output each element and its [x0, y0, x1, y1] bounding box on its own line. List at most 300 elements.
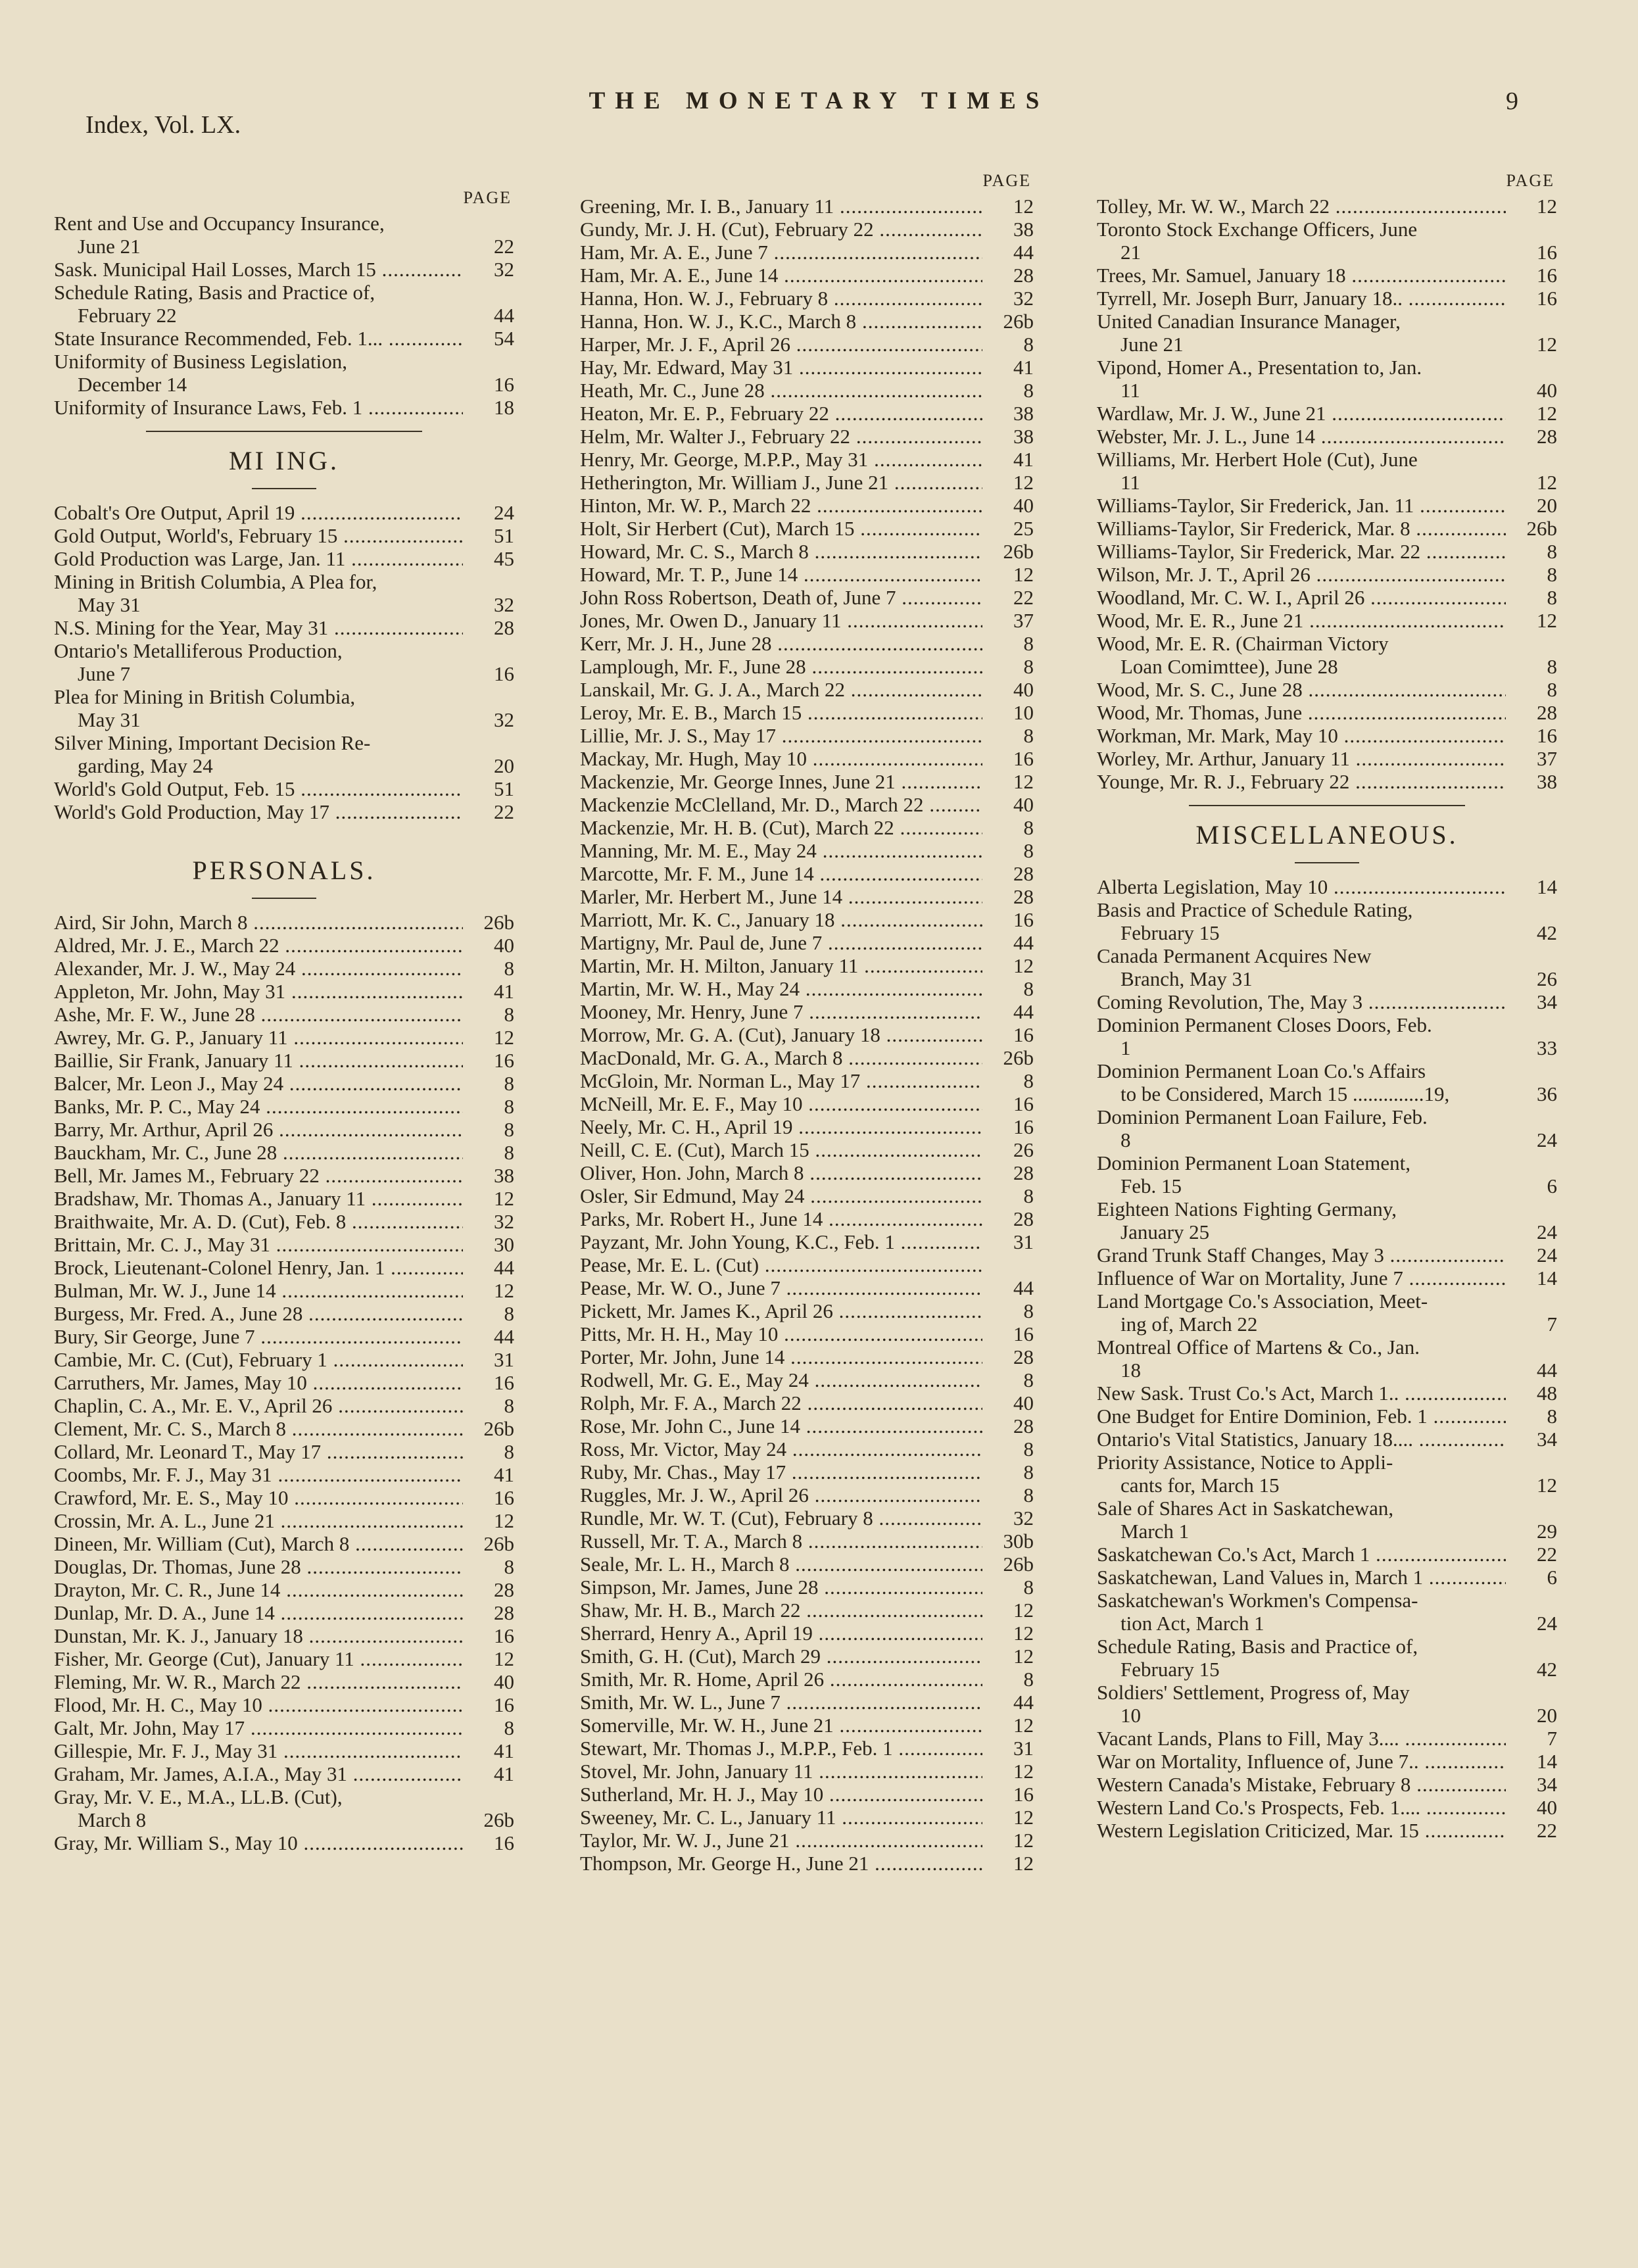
- index-entry-title: Smith, G. H. (Cut), March 29: [580, 1645, 821, 1668]
- index-entry-page: 8: [1023, 1069, 1034, 1092]
- index-entry: [54, 212, 514, 258]
- index-entry-text: [54, 1210, 463, 1233]
- index-entry-text: [580, 1276, 982, 1299]
- index-entry-title: Bulman, Mr. W. J., June 14: [54, 1279, 276, 1302]
- index-entry: [54, 1210, 514, 1233]
- index-entry-continuation: 10: [1120, 1704, 1141, 1727]
- index-entry-text: [580, 1576, 982, 1599]
- index-entry-text: [54, 547, 463, 570]
- index-entry-page: 12: [1013, 195, 1034, 218]
- index-entry-page: 42: [1537, 921, 1557, 944]
- index-entry-page: 26b: [483, 1532, 514, 1555]
- index-entry-page: 40: [494, 1670, 514, 1693]
- column-2: [580, 167, 1034, 1875]
- index-entry: [1097, 310, 1557, 356]
- index-entry: [580, 862, 1034, 885]
- index-entry-title: Cobalt's Ore Output, April 19: [54, 501, 295, 524]
- index-entry-page: 25: [1013, 517, 1034, 540]
- index-entry-title: Eighteen Nations Fighting Germany,: [1097, 1197, 1397, 1220]
- index-entry-text: [1097, 287, 1506, 310]
- index-entry-page: 8: [504, 1072, 514, 1095]
- index-entry-title: Wilson, Mr. J. T., April 26: [1097, 563, 1311, 586]
- index-entry-text: [580, 701, 982, 724]
- index-entry-title: Webster, Mr. J. L., June 14: [1097, 425, 1316, 448]
- index-entry-text: [580, 1368, 982, 1391]
- index-entry-text: [580, 310, 982, 333]
- index-entry: [1097, 402, 1557, 425]
- index-entry-text: [580, 977, 982, 1000]
- index-entry-page: 37: [1013, 609, 1034, 632]
- index-entry-page: 38: [1013, 218, 1034, 241]
- index-entry-text: [54, 1003, 463, 1026]
- index-entry-continuation: March 8: [78, 1808, 147, 1831]
- index-entry: [580, 931, 1034, 954]
- index-entry-text: [580, 448, 982, 471]
- index-entry: [580, 1714, 1034, 1737]
- index-entry: [54, 1302, 514, 1325]
- index-entry: [580, 701, 1034, 724]
- index-entry: [580, 1460, 1034, 1484]
- index-entry-page: 32: [494, 258, 514, 281]
- index-entry-text: [54, 1578, 463, 1601]
- index-entry-page: 41: [1013, 356, 1034, 379]
- index-entry-text: [580, 1046, 982, 1069]
- index-entry-page: 34: [1537, 1773, 1557, 1796]
- index-entry-page: 33: [1537, 1036, 1557, 1059]
- index-entry-title: Wardlaw, Mr. J. W., June 21: [1097, 402, 1326, 425]
- index-entry-text: [54, 501, 463, 524]
- index-entry-continuation: ing of, March 22: [1120, 1313, 1258, 1336]
- index-entry-text: [1097, 1428, 1506, 1451]
- index-entry-text: [54, 934, 463, 957]
- index-entry-page: 16: [494, 1049, 514, 1072]
- index-entry-text: [54, 1348, 463, 1371]
- index-entry: [580, 1760, 1034, 1783]
- index-entry-text: [580, 1299, 982, 1322]
- index-entry-text: [580, 517, 982, 540]
- index-entry-title: Stewart, Mr. Thomas J., M.P.P., Feb. 1: [580, 1737, 893, 1760]
- index-entry-title: Awrey, Mr. G. P., January 11: [54, 1026, 288, 1049]
- index-entry-title: Heaton, Mr. E. P., February 22: [580, 402, 829, 425]
- index-entry-text: [580, 264, 982, 287]
- index-entry-page: 51: [494, 524, 514, 547]
- index-entry: [580, 816, 1034, 839]
- index-entry-title: Alberta Legislation, May 10: [1097, 875, 1328, 898]
- index-entry: [54, 1624, 514, 1647]
- index-entry-text: [1097, 310, 1506, 356]
- index-entry: [54, 1095, 514, 1118]
- index-entry: [1097, 356, 1557, 402]
- index-entry-page: 12: [1537, 471, 1557, 494]
- index-entry-page: 12: [1013, 1622, 1034, 1645]
- index-entry-page: 12: [1013, 1645, 1034, 1668]
- index-entry-page: 20: [494, 754, 514, 777]
- index-entry-page: 8: [1023, 1184, 1034, 1207]
- index-entry-page: 8: [1023, 1460, 1034, 1484]
- index-entry-title: Soldiers' Settlement, Progress of, May: [1097, 1681, 1410, 1704]
- index-entry-page: 28: [1013, 1161, 1034, 1184]
- index-entry: [54, 1509, 514, 1532]
- index-entry-title: Seale, Mr. L. H., March 8: [580, 1553, 790, 1576]
- index-entry-title: Western Legislation Criticized, Mar. 15: [1097, 1819, 1419, 1842]
- index-entry-title: N.S. Mining for the Year, May 31: [54, 616, 329, 639]
- index-entry-page: 24: [1537, 1128, 1557, 1151]
- index-entry-page: 41: [494, 980, 514, 1003]
- index-entry-title: Balcer, Mr. Leon J., May 24: [54, 1072, 284, 1095]
- index-entry-title: War on Mortality, Influence of, June 7..: [1097, 1750, 1419, 1773]
- index-entry: [54, 1670, 514, 1693]
- index-entry-text: [54, 777, 463, 800]
- section-divider: [252, 898, 316, 899]
- index-entry-text: [1097, 1243, 1506, 1267]
- index-entry-text: [1097, 1290, 1506, 1336]
- index-entry: [54, 1716, 514, 1739]
- index-entry-page: 38: [1013, 425, 1034, 448]
- index-entry-text: [580, 747, 982, 770]
- index-entry-page: 8: [1023, 1437, 1034, 1460]
- index-entry-title: Rose, Mr. John C., June 14: [580, 1414, 800, 1437]
- index-entry: [1097, 1589, 1557, 1635]
- mining-list: [54, 501, 514, 823]
- index-entry-page: 44: [1537, 1359, 1557, 1382]
- index-entry-text: [54, 1026, 463, 1049]
- index-entry-text: [1097, 1773, 1506, 1796]
- section-divider: [1295, 862, 1359, 863]
- index-entry: [1097, 1681, 1557, 1727]
- page-column-label: PAGE: [1506, 171, 1554, 190]
- index-entry: [1097, 1497, 1557, 1543]
- index-entry-title: Shaw, Mr. H. B., March 22: [580, 1599, 801, 1622]
- index-entry-text: [1097, 218, 1506, 264]
- index-entry-title: Clement, Mr. C. S., March 8: [54, 1417, 287, 1440]
- index-entry-continuation: June 7: [78, 662, 131, 685]
- index-entry: [580, 678, 1034, 701]
- index-entry-continuation: February 22: [78, 304, 177, 327]
- index-entry: [1097, 747, 1557, 770]
- index-entry: [54, 1164, 514, 1187]
- index-entry-continuation: 1: [1120, 1036, 1131, 1059]
- index-entry: [1097, 632, 1557, 678]
- index-entry-text: [1097, 1382, 1506, 1405]
- index-entry-page: 31: [1013, 1737, 1034, 1760]
- index-entry-text: [580, 218, 982, 241]
- index-entry-text: [1097, 1727, 1506, 1750]
- index-entry: [54, 1693, 514, 1716]
- index-entry-title: Pease, Mr. W. O., June 7: [580, 1276, 781, 1299]
- index-entry-page: 8: [1023, 1576, 1034, 1599]
- index-entry-page: 51: [494, 777, 514, 800]
- index-entry-title: Grand Trunk Staff Changes, May 3: [1097, 1243, 1384, 1267]
- index-entry-title: Mackenzie, Mr. H. B. (Cut), March 22: [580, 816, 894, 839]
- index-entry-title: Dominion Permanent Loan Failure, Feb.: [1097, 1105, 1428, 1128]
- index-entry-title: Wood, Mr. S. C., June 28: [1097, 678, 1303, 701]
- index-entry-text: [580, 1507, 982, 1530]
- index-entry-title: Marriott, Mr. K. C., January 18: [580, 908, 835, 931]
- index-entry: [1097, 1566, 1557, 1589]
- index-entry: [580, 1161, 1034, 1184]
- index-entry-title: Fisher, Mr. George (Cut), January 11: [54, 1647, 354, 1670]
- index-entry-text: [1097, 494, 1506, 517]
- index-entry: [1097, 1382, 1557, 1405]
- index-entry-text: [580, 1437, 982, 1460]
- index-entry-page: 12: [1013, 1806, 1034, 1829]
- index-entry-title: Crawford, Mr. E. S., May 10: [54, 1486, 289, 1509]
- index-entry-continuation: garding, May 24: [78, 754, 213, 777]
- index-entry-page: 28: [1013, 1414, 1034, 1437]
- index-entry-page: 8: [504, 1118, 514, 1141]
- index-entry-title: Workman, Mr. Mark, May 10: [1097, 724, 1338, 747]
- index-entry: [54, 501, 514, 524]
- index-volume-label: Index, Vol. LX.: [85, 111, 241, 139]
- index-entry-title: Saskatchewan Co.'s Act, March 1: [1097, 1543, 1370, 1566]
- index-entry: [1097, 1773, 1557, 1796]
- index-entry-title: Rolph, Mr. F. A., March 22: [580, 1391, 802, 1414]
- index-entry: [580, 1207, 1034, 1230]
- index-entry-page: 8: [1023, 977, 1034, 1000]
- index-entry-page: 26b: [483, 1808, 514, 1831]
- index-entry-text: [54, 1532, 463, 1555]
- index-entry: [580, 1737, 1034, 1760]
- index-entry-title: Hetherington, Mr. William J., June 21: [580, 471, 889, 494]
- index-entry-page: 8: [504, 1440, 514, 1463]
- index-entry-page: 12: [1013, 471, 1034, 494]
- index-entry-text: [580, 1829, 982, 1852]
- index-entry-title: Hanna, Hon. W. J., February 8: [580, 287, 829, 310]
- index-entry-text: [1097, 875, 1506, 898]
- index-entry-text: [580, 816, 982, 839]
- index-entry-title: Ontario's Metalliferous Production,: [54, 639, 343, 662]
- index-entry: [580, 287, 1034, 310]
- index-entry-page: 16: [1537, 724, 1557, 747]
- index-entry: [1097, 1013, 1557, 1059]
- index-entry-page: 12: [1013, 1852, 1034, 1875]
- index-entry-title: Heath, Mr. C., June 28: [580, 379, 765, 402]
- index-entry-text: [54, 396, 463, 419]
- index-entry: [54, 1831, 514, 1854]
- index-entry-title: Pickett, Mr. James K., April 26: [580, 1299, 833, 1322]
- index-entry: [1097, 990, 1557, 1013]
- index-entry-title: Martin, Mr. H. Milton, January 11: [580, 954, 859, 977]
- index-entry-text: [1097, 402, 1506, 425]
- index-entry-page: 40: [1537, 1796, 1557, 1819]
- index-entry-text: [580, 1852, 982, 1875]
- index-entry-text: [54, 1394, 463, 1417]
- index-entry: [54, 1026, 514, 1049]
- index-entry-title: Somerville, Mr. W. H., June 21: [580, 1714, 834, 1737]
- index-entry-text: [580, 724, 982, 747]
- index-entry-page: 8: [504, 1141, 514, 1164]
- index-entry-title: Vipond, Homer A., Presentation to, Jan.: [1097, 356, 1422, 379]
- index-entry-page: 40: [1537, 379, 1557, 402]
- index-entry-page: 8: [1023, 724, 1034, 747]
- index-entry: [1097, 898, 1557, 944]
- index-entry-title: Douglas, Dr. Thomas, June 28: [54, 1555, 301, 1578]
- index-entry-page: 44: [1013, 931, 1034, 954]
- index-entry-page: 28: [1013, 862, 1034, 885]
- index-entry-text: [580, 1092, 982, 1115]
- index-entry: [1097, 1635, 1557, 1681]
- index-entry-page: 38: [1013, 402, 1034, 425]
- index-entry-text: [54, 1440, 463, 1463]
- index-entry-title: Gold Output, World's, February 15: [54, 524, 338, 547]
- index-entry: [54, 570, 514, 616]
- index-entry-page: 8: [1023, 632, 1034, 655]
- index-entry: [54, 1486, 514, 1509]
- index-entry-page: 28: [494, 1601, 514, 1624]
- miscellaneous-list: [1097, 875, 1557, 1842]
- index-entry-text: [580, 563, 982, 586]
- index-entry-title: Vacant Lands, Plans to Fill, May 3....: [1097, 1727, 1399, 1750]
- index-entry: [54, 1739, 514, 1762]
- index-entry-page: 16: [494, 1486, 514, 1509]
- index-entry-text: [54, 1233, 463, 1256]
- index-entry-title: Silver Mining, Important Decision Re-: [54, 731, 371, 754]
- index-entry: [580, 655, 1034, 678]
- index-entry: [1097, 724, 1557, 747]
- index-entry-continuation: 21: [1120, 241, 1141, 264]
- index-entry-title: Fleming, Mr. W. R., March 22: [54, 1670, 301, 1693]
- index-entry-page: 12: [1013, 1829, 1034, 1852]
- index-entry: [580, 1092, 1034, 1115]
- index-entry-title: Western Canada's Mistake, February 8: [1097, 1773, 1411, 1796]
- index-entry-page: 20: [1537, 1704, 1557, 1727]
- index-entry-title: Coombs, Mr. F. J., May 31: [54, 1463, 272, 1486]
- index-entry-page: 54: [494, 327, 514, 350]
- index-entry: [580, 310, 1034, 333]
- index-entry-text: [54, 1187, 463, 1210]
- index-entry-title: Rodwell, Mr. G. E., May 24: [580, 1368, 809, 1391]
- index-entry-title: Dominion Permanent Loan Co.'s Affairs: [1097, 1059, 1426, 1082]
- index-entry-title: Williams, Mr. Herbert Hole (Cut), June: [1097, 448, 1418, 471]
- index-entry-page: 18: [494, 396, 514, 419]
- index-entry-text: [580, 494, 982, 517]
- index-entry-text: [580, 1484, 982, 1507]
- index-entry-text: [580, 1530, 982, 1553]
- index-entry-page: 7: [1547, 1727, 1557, 1750]
- index-entry: [580, 540, 1034, 563]
- index-entry-title: Neill, C. E. (Cut), March 15: [580, 1138, 809, 1161]
- index-entry-text: [54, 1624, 463, 1647]
- index-entry: [580, 1000, 1034, 1023]
- index-entry-page: 8: [504, 1003, 514, 1026]
- index-entry: [1097, 494, 1557, 517]
- index-entry-text: [54, 980, 463, 1003]
- index-entry-text: [580, 356, 982, 379]
- index-entry: [1097, 195, 1557, 218]
- index-entry-title: Dunlap, Mr. D. A., June 14: [54, 1601, 275, 1624]
- miscellaneous-section-title: MISCELLANEOUS.: [1195, 820, 1458, 850]
- index-entry-text: [1097, 1543, 1506, 1566]
- index-entry-text: [1097, 563, 1506, 586]
- index-entry-title: Rundle, Mr. W. T. (Cut), February 8: [580, 1507, 873, 1530]
- index-entry-page: 8: [1023, 1668, 1034, 1691]
- index-entry-title: Hanna, Hon. W. J., K.C., March 8: [580, 310, 857, 333]
- index-entry-title: Gold Production was Large, Jan. 11: [54, 547, 346, 570]
- column-3: [1097, 167, 1557, 1842]
- index-entry-page: 37: [1537, 747, 1557, 770]
- index-entry-page: 24: [1537, 1612, 1557, 1635]
- index-entry-text: [54, 327, 463, 350]
- index-entry-title: Brock, Lieutenant-Colonel Henry, Jan. 1: [54, 1256, 385, 1279]
- index-entry-title: Ham, Mr. A. E., June 7: [580, 241, 768, 264]
- index-entry: [54, 616, 514, 639]
- index-entry-text: [1097, 701, 1506, 724]
- index-entry-page: 10: [1013, 701, 1034, 724]
- index-entry-continuation: May 31: [78, 708, 141, 731]
- index-entry-title: Schedule Rating, Basis and Practice of,: [54, 281, 375, 304]
- index-entry-text: [580, 1230, 982, 1253]
- index-entry-title: Lillie, Mr. J. S., May 17: [580, 724, 776, 747]
- index-entry-title: Mining in British Columbia, A Plea for,: [54, 570, 377, 593]
- index-entry-continuation: Loan Comimttee), June 28: [1120, 655, 1338, 678]
- index-entry-text: [1097, 632, 1506, 678]
- index-entry-title: Sale of Shares Act in Saskatchewan,: [1097, 1497, 1394, 1520]
- index-entry-title: Hinton, Mr. W. P., March 22: [580, 494, 811, 517]
- index-entry-title: Wood, Mr. E. R. (Chairman Victory: [1097, 632, 1389, 655]
- index-entry-title: Graham, Mr. James, A.I.A., May 31: [54, 1762, 347, 1785]
- index-entry-text: [1097, 770, 1506, 793]
- index-entry-page: 12: [1013, 770, 1034, 793]
- index-entry-title: Williams-Taylor, Sir Frederick, Mar. 8: [1097, 517, 1410, 540]
- index-entry-title: Tyrrell, Mr. Joseph Burr, January 18..: [1097, 287, 1403, 310]
- index-entry-page: 8: [1547, 655, 1557, 678]
- index-entry-page: 28: [494, 1578, 514, 1601]
- index-entry-title: Mackenzie, Mr. George Innes, June 21: [580, 770, 896, 793]
- index-entry: [580, 1437, 1034, 1460]
- index-entry-title: Braithwaite, Mr. A. D. (Cut), Feb. 8: [54, 1210, 347, 1233]
- index-entry-page: 12: [494, 1279, 514, 1302]
- index-entry-page: 14: [1537, 875, 1557, 898]
- index-entry-title: Greening, Mr. I. B., January 11: [580, 195, 834, 218]
- index-entry-text: [54, 800, 463, 823]
- index-entry: [580, 402, 1034, 425]
- index-entry-title: Smith, Mr. W. L., June 7: [580, 1691, 781, 1714]
- index-entry-title: Appleton, Mr. John, May 31: [54, 980, 286, 1003]
- index-entry-text: [54, 1601, 463, 1624]
- index-entry-text: [54, 1509, 463, 1532]
- index-entry-title: Toronto Stock Exchange Officers, June: [1097, 218, 1418, 241]
- index-entry-page: 44: [1013, 1000, 1034, 1023]
- index-entry: [1097, 875, 1557, 898]
- index-entry: [580, 1138, 1034, 1161]
- index-entry-page: 48: [1537, 1382, 1557, 1405]
- index-entry: [54, 1049, 514, 1072]
- index-entry-page: 31: [494, 1348, 514, 1371]
- index-entry: [1097, 1059, 1557, 1105]
- index-entry: [580, 1553, 1034, 1576]
- index-entry-text: [580, 1207, 982, 1230]
- index-entry-title: Williams-Taylor, Sir Frederick, Mar. 22: [1097, 540, 1421, 563]
- index-entry: [580, 425, 1034, 448]
- index-entry-text: [1097, 1405, 1506, 1428]
- index-entry-text: [54, 911, 463, 934]
- index-entry-text: [1097, 990, 1506, 1013]
- index-entry-title: Hay, Mr. Edward, May 31: [580, 356, 794, 379]
- index-entry-title: Bell, Mr. James M., February 22: [54, 1164, 320, 1187]
- index-entry-text: [1097, 747, 1506, 770]
- index-entry-text: [54, 1371, 463, 1394]
- index-entry-text: [1097, 540, 1506, 563]
- index-entry-text: [54, 281, 463, 327]
- index-entry-text: [54, 1417, 463, 1440]
- index-entry: [1097, 1197, 1557, 1243]
- index-entry: [1097, 563, 1557, 586]
- index-entry: [580, 448, 1034, 471]
- index-entry-text: [54, 1072, 463, 1095]
- index-entry: [580, 724, 1034, 747]
- index-entry-page: 16: [494, 1831, 514, 1854]
- index-entry: [54, 1118, 514, 1141]
